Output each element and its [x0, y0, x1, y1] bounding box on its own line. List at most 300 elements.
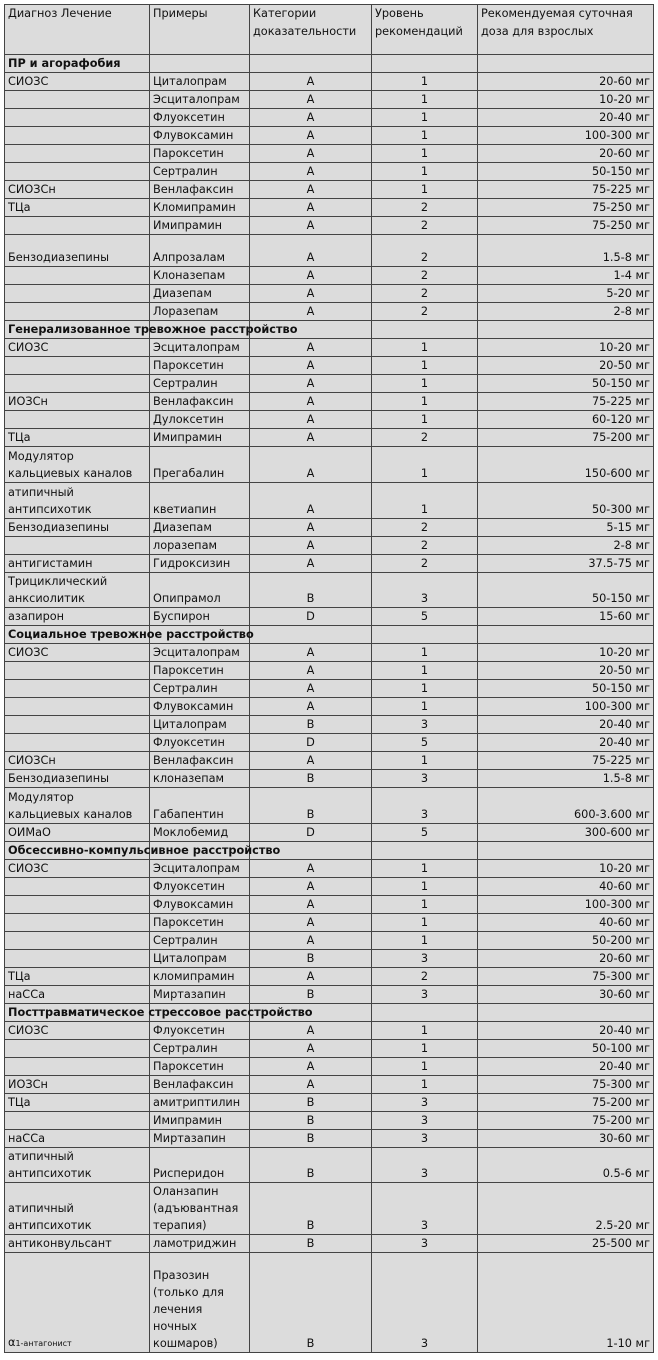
- daily-dose-cell: 20-60 мг: [478, 950, 654, 968]
- drug-class-cell: антигистамин: [5, 555, 150, 573]
- recommendation-level-cell: 1: [372, 73, 478, 91]
- daily-dose-cell: 50-150 мг: [478, 375, 654, 393]
- drug-class-cell: СИОЗСн: [5, 752, 150, 770]
- daily-dose-cell: 75-200 мг: [478, 429, 654, 447]
- section-header-row: [5, 626, 654, 644]
- table-row: [5, 608, 654, 626]
- table-row: [5, 375, 654, 393]
- recommendation-level-cell: 5: [372, 824, 478, 842]
- daily-dose-cell: 75-225 мг: [478, 393, 654, 411]
- drug-example-cell: Лоразепам: [150, 303, 250, 321]
- section-empty-cell: [250, 55, 372, 73]
- daily-dose-cell: 1-10 мг: [478, 1253, 654, 1353]
- recommendation-level-cell: 3: [372, 716, 478, 734]
- daily-dose-cell: 150-600 мг: [478, 447, 654, 483]
- evidence-category-cell: A: [250, 235, 372, 267]
- table-row: [5, 698, 654, 716]
- drug-example-cell: Прегабалин: [150, 447, 250, 483]
- table-row: [5, 537, 654, 555]
- section-header-row: [5, 55, 654, 73]
- table-row: [5, 896, 654, 914]
- drug-example-cell: Эсциталопрам: [150, 339, 250, 357]
- daily-dose-cell: 100-300 мг: [478, 698, 654, 716]
- drug-class-cell: [5, 127, 150, 145]
- evidence-category-cell: A: [250, 860, 372, 878]
- drug-class-cell: [5, 896, 150, 914]
- daily-dose-cell: 75-300 мг: [478, 1076, 654, 1094]
- recommendation-level-cell: 3: [372, 788, 478, 824]
- recommendation-level-cell: 1: [372, 127, 478, 145]
- daily-dose-cell: 50-150 мг: [478, 573, 654, 608]
- drug-class-cell: Бензодиазепины: [5, 770, 150, 788]
- daily-dose-cell: 50-100 мг: [478, 1040, 654, 1058]
- drug-class-cell: ТЦа: [5, 1094, 150, 1112]
- evidence-category-cell: A: [250, 483, 372, 519]
- evidence-category-cell: A: [250, 145, 372, 163]
- recommendation-level-cell: 1: [372, 339, 478, 357]
- drug-example-cell: Рисперидон: [150, 1148, 250, 1183]
- table-row: [5, 217, 654, 235]
- evidence-category-cell: B: [250, 1148, 372, 1183]
- drug-example-cell: Миртазапин: [150, 1130, 250, 1148]
- drug-class-cell: [5, 716, 150, 734]
- evidence-category-cell: A: [250, 429, 372, 447]
- drug-class-text: α: [8, 1336, 16, 1349]
- recommendation-level-cell: 1: [372, 680, 478, 698]
- table-row: [5, 752, 654, 770]
- evidence-category-cell: B: [250, 788, 372, 824]
- table-row: [5, 483, 654, 519]
- drug-class-cell: Модулятор кальциевых каналов: [5, 447, 150, 483]
- recommendation-level-cell: 1: [372, 483, 478, 519]
- drug-example-cell: Циталопрам: [150, 716, 250, 734]
- evidence-category-cell: A: [250, 285, 372, 303]
- table-row: [5, 145, 654, 163]
- drug-class-cell: атипичный антипсихотик: [5, 1148, 150, 1183]
- drug-class-cell: СИОЗС: [5, 860, 150, 878]
- table-row: [5, 411, 654, 429]
- recommendation-level-cell: 1: [372, 447, 478, 483]
- recommendation-level-cell: 1: [372, 357, 478, 375]
- evidence-category-cell: A: [250, 1076, 372, 1094]
- header-evidence-category: Категории доказательности: [250, 5, 372, 55]
- table-row: [5, 878, 654, 896]
- table-row: [5, 824, 654, 842]
- drug-class-cell: [5, 680, 150, 698]
- daily-dose-cell: 20-60 мг: [478, 73, 654, 91]
- table-row: [5, 235, 654, 267]
- table-row: [5, 1058, 654, 1076]
- evidence-category-cell: D: [250, 734, 372, 752]
- evidence-category-cell: A: [250, 181, 372, 199]
- section-empty-cell: [478, 842, 654, 860]
- section-empty-cell: [150, 55, 250, 73]
- table-row: [5, 716, 654, 734]
- drug-example-cell: Гидроксизин: [150, 555, 250, 573]
- section-empty-cell: [372, 321, 478, 339]
- table-row: [5, 73, 654, 91]
- drug-class-cell: ИОЗСн: [5, 393, 150, 411]
- daily-dose-cell: 30-60 мг: [478, 1130, 654, 1148]
- daily-dose-cell: 2-8 мг: [478, 537, 654, 555]
- table-row: [5, 644, 654, 662]
- evidence-category-cell: A: [250, 393, 372, 411]
- section-empty-cell: [478, 55, 654, 73]
- evidence-category-cell: B: [250, 1183, 372, 1235]
- daily-dose-cell: 30-60 мг: [478, 986, 654, 1004]
- table-row: [5, 181, 654, 199]
- drug-class-cell: Модулятор кальциевых каналов: [5, 788, 150, 824]
- recommendation-level-cell: 1: [372, 1076, 478, 1094]
- table-row: [5, 1183, 654, 1235]
- daily-dose-cell: 10-20 мг: [478, 860, 654, 878]
- daily-dose-cell: 20-40 мг: [478, 734, 654, 752]
- drug-example-cell: Флувоксамин: [150, 698, 250, 716]
- daily-dose-cell: 40-60 мг: [478, 878, 654, 896]
- evidence-category-cell: A: [250, 698, 372, 716]
- evidence-category-cell: A: [250, 375, 372, 393]
- evidence-category-cell: B: [250, 1094, 372, 1112]
- evidence-category-cell: B: [250, 1253, 372, 1353]
- recommendation-level-cell: 5: [372, 734, 478, 752]
- evidence-category-cell: A: [250, 914, 372, 932]
- section-empty-cell: [250, 626, 372, 644]
- drug-example-cell: кломипрамин: [150, 968, 250, 986]
- recommendation-level-cell: 1: [372, 163, 478, 181]
- table-row: [5, 91, 654, 109]
- recommendation-level-cell: 3: [372, 1130, 478, 1148]
- recommendation-level-cell: 1: [372, 109, 478, 127]
- evidence-category-cell: A: [250, 519, 372, 537]
- header-examples: Примеры: [150, 5, 250, 55]
- daily-dose-cell: 100-300 мг: [478, 127, 654, 145]
- evidence-category-cell: A: [250, 163, 372, 181]
- drug-class-cell: Бензодиазепины: [5, 235, 150, 267]
- drug-example-cell: Кломипрамин: [150, 199, 250, 217]
- table-row: [5, 932, 654, 950]
- section-title: Социальное тревожное расстройство: [5, 626, 150, 644]
- drug-example-cell: Моклобемид: [150, 824, 250, 842]
- recommendation-level-cell: 3: [372, 1235, 478, 1253]
- drug-example-cell: Диазепам: [150, 519, 250, 537]
- drug-class-cell: СИОЗС: [5, 339, 150, 357]
- drug-example-cell: Флувоксамин: [150, 896, 250, 914]
- drug-example-cell: Флуоксетин: [150, 734, 250, 752]
- table-row: [5, 968, 654, 986]
- recommendation-level-cell: 2: [372, 235, 478, 267]
- header-row: [5, 5, 654, 55]
- recommendation-level-cell: 2: [372, 285, 478, 303]
- drug-class-cell: ТЦа: [5, 968, 150, 986]
- daily-dose-cell: 75-200 мг: [478, 1112, 654, 1130]
- drug-class-cell: ТЦа: [5, 199, 150, 217]
- table-row: [5, 163, 654, 181]
- drug-class-cell: наССа: [5, 986, 150, 1004]
- evidence-category-cell: B: [250, 986, 372, 1004]
- drug-example-cell: Сертралин: [150, 1040, 250, 1058]
- header-daily-dose: Рекомендуемая суточная доза для взрослых: [478, 5, 654, 55]
- evidence-category-cell: A: [250, 91, 372, 109]
- table-row: [5, 770, 654, 788]
- section-title: Посттравматическое стрессовое расстройство: [5, 1004, 150, 1022]
- daily-dose-cell: 50-150 мг: [478, 163, 654, 181]
- table-row: [5, 199, 654, 217]
- evidence-category-cell: B: [250, 716, 372, 734]
- drug-class-cell: [5, 267, 150, 285]
- recommendation-level-cell: 1: [372, 644, 478, 662]
- evidence-category-cell: A: [250, 1058, 372, 1076]
- drug-class-cell: [5, 357, 150, 375]
- evidence-category-cell: A: [250, 411, 372, 429]
- table-row: [5, 1076, 654, 1094]
- drug-example-cell: Эсциталопрам: [150, 644, 250, 662]
- drug-example-cell: Флуоксетин: [150, 109, 250, 127]
- table-row: [5, 429, 654, 447]
- drug-class-cell: [5, 537, 150, 555]
- table-row: [5, 860, 654, 878]
- daily-dose-cell: 37.5-75 мг: [478, 555, 654, 573]
- table-row: [5, 1253, 654, 1353]
- recommendation-level-cell: 3: [372, 1148, 478, 1183]
- recommendation-level-cell: 3: [372, 1183, 478, 1235]
- table-row: [5, 1130, 654, 1148]
- drug-example-cell: клоназепам: [150, 770, 250, 788]
- table-row: [5, 950, 654, 968]
- drug-class-cell: [5, 878, 150, 896]
- daily-dose-cell: 15-60 мг: [478, 608, 654, 626]
- drug-class-cell: ТЦа: [5, 429, 150, 447]
- daily-dose-cell: 20-60 мг: [478, 145, 654, 163]
- drug-class-suffix: 1-антагонист: [15, 1339, 72, 1348]
- recommendation-level-cell: 5: [372, 608, 478, 626]
- recommendation-level-cell: 2: [372, 267, 478, 285]
- evidence-category-cell: A: [250, 896, 372, 914]
- evidence-category-cell: A: [250, 357, 372, 375]
- daily-dose-cell: 1-4 мг: [478, 267, 654, 285]
- recommendation-level-cell: 1: [372, 752, 478, 770]
- evidence-category-cell: A: [250, 537, 372, 555]
- recommendation-level-cell: 1: [372, 932, 478, 950]
- daily-dose-cell: 100-300 мг: [478, 896, 654, 914]
- table-row: [5, 680, 654, 698]
- table-row: [5, 1148, 654, 1183]
- evidence-category-cell: A: [250, 644, 372, 662]
- drug-class-cell: СИОЗС: [5, 1022, 150, 1040]
- evidence-category-cell: A: [250, 217, 372, 235]
- drug-example-cell: Венлафаксин: [150, 393, 250, 411]
- daily-dose-cell: 20-50 мг: [478, 357, 654, 375]
- evidence-category-cell: D: [250, 824, 372, 842]
- drug-class-cell: [5, 163, 150, 181]
- drug-example-cell: Флуоксетин: [150, 1022, 250, 1040]
- evidence-category-cell: D: [250, 608, 372, 626]
- daily-dose-cell: 0.5-6 мг: [478, 1148, 654, 1183]
- header-diagnosis: Диагноз Лечение: [5, 5, 150, 55]
- daily-dose-cell: 75-250 мг: [478, 217, 654, 235]
- recommendation-level-cell: 1: [372, 662, 478, 680]
- recommendation-level-cell: 2: [372, 555, 478, 573]
- section-header-row: [5, 1004, 654, 1022]
- evidence-category-cell: A: [250, 1040, 372, 1058]
- drug-class-cell: [5, 1253, 150, 1353]
- daily-dose-cell: 600-3.600 мг: [478, 788, 654, 824]
- daily-dose-cell: 2.5-20 мг: [478, 1183, 654, 1235]
- drug-class-cell: [5, 1058, 150, 1076]
- table-row: [5, 734, 654, 752]
- drug-example-cell: Диазепам: [150, 285, 250, 303]
- drug-example-cell: Имипрамин: [150, 1112, 250, 1130]
- drug-example-cell: Венлафаксин: [150, 1076, 250, 1094]
- daily-dose-cell: 20-40 мг: [478, 1022, 654, 1040]
- drug-class-cell: [5, 1112, 150, 1130]
- drug-class-cell: [5, 734, 150, 752]
- drug-class-cell: СИОЗС: [5, 73, 150, 91]
- evidence-category-cell: B: [250, 573, 372, 608]
- daily-dose-cell: 75-200 мг: [478, 1094, 654, 1112]
- evidence-category-cell: A: [250, 878, 372, 896]
- recommendation-level-cell: 1: [372, 1022, 478, 1040]
- section-title: Генерализованное тревожное расстройство: [5, 321, 150, 339]
- recommendation-level-cell: 1: [372, 411, 478, 429]
- drug-class-cell: [5, 932, 150, 950]
- section-header-row: [5, 321, 654, 339]
- drug-class-cell: атипичный антипсихотик: [5, 1183, 150, 1235]
- section-empty-cell: [478, 1004, 654, 1022]
- evidence-category-cell: A: [250, 339, 372, 357]
- daily-dose-cell: 10-20 мг: [478, 644, 654, 662]
- table-row: [5, 1094, 654, 1112]
- evidence-category-cell: B: [250, 1130, 372, 1148]
- drug-class-cell: СИОЗС: [5, 644, 150, 662]
- table-row: [5, 519, 654, 537]
- recommendation-level-cell: 3: [372, 1094, 478, 1112]
- drug-example-cell: Пароксетин: [150, 1058, 250, 1076]
- drug-example-cell: Сертралин: [150, 163, 250, 181]
- drug-example-cell: Имипрамин: [150, 429, 250, 447]
- recommendation-level-cell: 1: [372, 896, 478, 914]
- recommendation-level-cell: 1: [372, 181, 478, 199]
- evidence-category-cell: A: [250, 752, 372, 770]
- daily-dose-cell: 20-50 мг: [478, 662, 654, 680]
- section-empty-cell: [372, 626, 478, 644]
- table-row: [5, 357, 654, 375]
- daily-dose-cell: 50-300 мг: [478, 483, 654, 519]
- drug-example-cell: Габапентин: [150, 788, 250, 824]
- table-row: [5, 267, 654, 285]
- daily-dose-cell: 40-60 мг: [478, 914, 654, 932]
- drug-class-cell: [5, 950, 150, 968]
- drug-class-cell: Бензодиазепины: [5, 519, 150, 537]
- section-empty-cell: [372, 55, 478, 73]
- evidence-category-cell: A: [250, 555, 372, 573]
- recommendation-level-cell: 2: [372, 303, 478, 321]
- daily-dose-cell: 1.5-8 мг: [478, 770, 654, 788]
- drug-example-cell: Эсциталопрам: [150, 91, 250, 109]
- drug-class-cell: [5, 411, 150, 429]
- table-row: [5, 788, 654, 824]
- drug-class-cell: атипичный антипсихотик: [5, 483, 150, 519]
- recommendation-level-cell: 3: [372, 1253, 478, 1353]
- drug-example-cell: Эсциталопрам: [150, 860, 250, 878]
- daily-dose-cell: 50-200 мг: [478, 932, 654, 950]
- drug-example-cell: Празозин (только для лечения ночных кошмаров): [150, 1253, 250, 1353]
- section-empty-cell: [372, 842, 478, 860]
- drug-example-cell: Сертралин: [150, 932, 250, 950]
- daily-dose-cell: 10-20 мг: [478, 339, 654, 357]
- section-empty-cell: [478, 321, 654, 339]
- drug-class-cell: [5, 303, 150, 321]
- drug-example-cell: амитриптилин: [150, 1094, 250, 1112]
- daily-dose-cell: 25-500 мг: [478, 1235, 654, 1253]
- recommendation-level-cell: 2: [372, 199, 478, 217]
- drug-example-cell: Миртазапин: [150, 986, 250, 1004]
- table-row: [5, 447, 654, 483]
- daily-dose-cell: 60-120 мг: [478, 411, 654, 429]
- recommendation-level-cell: 1: [372, 860, 478, 878]
- drug-example-cell: кветиапин: [150, 483, 250, 519]
- table-row: [5, 1112, 654, 1130]
- evidence-category-cell: A: [250, 662, 372, 680]
- drug-example-cell: Флуоксетин: [150, 878, 250, 896]
- recommendation-level-cell: 1: [372, 145, 478, 163]
- drug-example-cell: Пароксетин: [150, 357, 250, 375]
- table-row: [5, 1022, 654, 1040]
- drug-example-cell: ламотриджин: [150, 1235, 250, 1253]
- table-row: [5, 127, 654, 145]
- drug-class-cell: Трициклический анксиолитик: [5, 573, 150, 608]
- daily-dose-cell: 5-20 мг: [478, 285, 654, 303]
- daily-dose-cell: 20-40 мг: [478, 1058, 654, 1076]
- drug-class-cell: антиконвульсант: [5, 1235, 150, 1253]
- table-row: [5, 1040, 654, 1058]
- drug-example-cell: Венлафаксин: [150, 752, 250, 770]
- recommendation-level-cell: 3: [372, 986, 478, 1004]
- recommendation-level-cell: 2: [372, 217, 478, 235]
- drug-example-cell: Оланзапин (адъювантная терапия): [150, 1183, 250, 1235]
- drug-example-cell: Сертралин: [150, 375, 250, 393]
- evidence-category-cell: A: [250, 680, 372, 698]
- drug-class-cell: [5, 217, 150, 235]
- drug-class-cell: [5, 662, 150, 680]
- drug-example-cell: Пароксетин: [150, 914, 250, 932]
- daily-dose-cell: 75-225 мг: [478, 181, 654, 199]
- drug-class-cell: [5, 145, 150, 163]
- drug-example-cell: Циталопрам: [150, 950, 250, 968]
- drug-example-cell: Дулоксетин: [150, 411, 250, 429]
- recommendation-level-cell: 1: [372, 878, 478, 896]
- drug-class-cell: ОИМаО: [5, 824, 150, 842]
- daily-dose-cell: 300-600 мг: [478, 824, 654, 842]
- drug-example-cell: Имипрамин: [150, 217, 250, 235]
- evidence-category-cell: A: [250, 968, 372, 986]
- daily-dose-cell: 1.5-8 мг: [478, 235, 654, 267]
- table-row: [5, 303, 654, 321]
- evidence-category-cell: A: [250, 109, 372, 127]
- recommendation-level-cell: 1: [372, 1058, 478, 1076]
- drug-class-cell: ИОЗСн: [5, 1076, 150, 1094]
- recommendation-level-cell: 1: [372, 698, 478, 716]
- recommendation-level-cell: 2: [372, 968, 478, 986]
- section-empty-cell: [372, 1004, 478, 1022]
- daily-dose-cell: 50-150 мг: [478, 680, 654, 698]
- drug-class-cell: [5, 285, 150, 303]
- drug-example-cell: Флувоксамин: [150, 127, 250, 145]
- daily-dose-cell: 20-40 мг: [478, 716, 654, 734]
- drug-class-cell: [5, 109, 150, 127]
- recommendation-level-cell: 1: [372, 375, 478, 393]
- daily-dose-cell: 75-300 мг: [478, 968, 654, 986]
- evidence-category-cell: A: [250, 127, 372, 145]
